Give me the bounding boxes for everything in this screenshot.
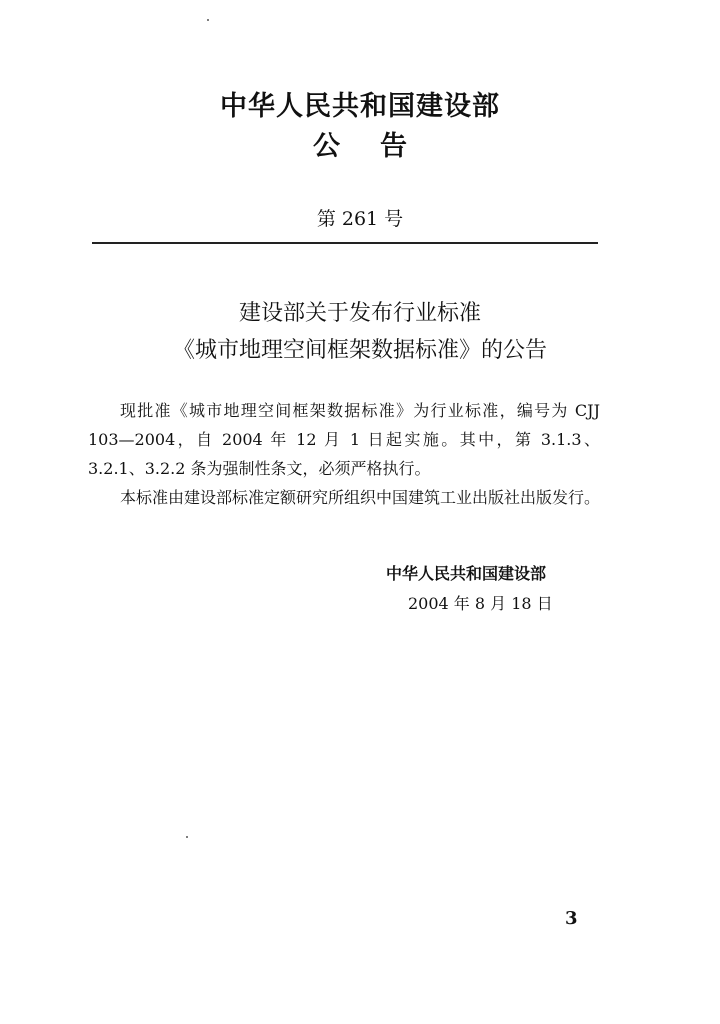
scan-speck (186, 836, 188, 838)
notice-subject-line-1: 建设部关于发布行业标准 (238, 301, 481, 326)
notice-heading: 公告 (313, 131, 447, 162)
notice-body (88, 396, 600, 512)
header-divider (92, 242, 598, 244)
body-paragraph-publication: 本标准由建设部标准定额研究所组织中国建筑工业出版社出版发行。 (120, 488, 601, 507)
body-paragraph-approval: 现批准《城市地理空间框架数据标准》为行业标准，编号为 CJJ 103—2004，自 2004 年 12 月 1 日起实施。其中，第 3.1.3、3.2.1、3.2.2 条为强制性条文，必须严格执行。 (88, 401, 600, 478)
notice-number: 第 261 号 (316, 208, 404, 230)
issuing-ministry-title: 中华人民共和国建设部 (220, 91, 500, 122)
scan-speck (207, 19, 209, 21)
signature-organization: 中华人民共和国建设部 (386, 564, 547, 583)
page-number: 3 (565, 908, 578, 929)
notice-subject-line-2: 《城市地理空间框架数据标准》的公告 (172, 338, 547, 363)
signature-date: 2004 年 8 月 18 日 (408, 594, 553, 613)
